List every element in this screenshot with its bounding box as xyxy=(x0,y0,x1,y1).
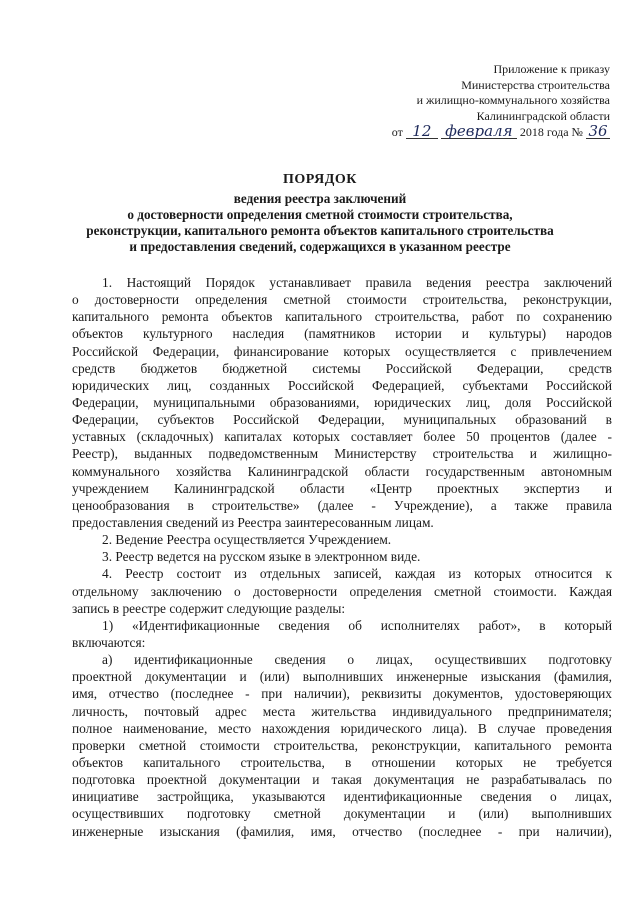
title-line-1: ведения реестра заключений xyxy=(233,191,407,206)
body-line: отдельному заключению о достоверности определения сметной стоимости. Каждая xyxy=(72,583,612,599)
date-prefix: от xyxy=(391,125,403,139)
body-line: капитального ремонта объектов капитального строительства, работ по сохранению xyxy=(72,309,612,325)
order-appendix-header xyxy=(370,62,610,141)
document-title xyxy=(60,172,580,255)
body-line: ценообразования в строительстве» (далее - Учреждение), а также правила xyxy=(72,497,612,513)
date-year-text: 2018 года № xyxy=(519,125,583,139)
body-line: Федерации, муниципальными образованиями, юридических лиц, доля Российской xyxy=(72,394,612,410)
body-line: 3. Реестр ведется на русском языке в электронном виде. xyxy=(102,549,421,565)
body-line: инициативе застройщика, указываются идентификационные сведения о лицах, xyxy=(72,789,612,805)
header-line-1: Приложение к приказу xyxy=(493,62,610,76)
body-line: 1. Настоящий Порядок устанавливает правила ведения реестра заключений xyxy=(102,275,612,290)
body-line: объектов капитального строительства, в отношении которых не требуется xyxy=(72,754,612,770)
body-line: полное наименование, место нахождения юридического лица). В случае проведения xyxy=(72,720,612,736)
order-date-line xyxy=(370,124,610,141)
handwritten-month: февраля xyxy=(441,124,517,139)
body-line: осуществивших подготовку сметной документации и (или) выполнивших xyxy=(72,806,612,822)
body-line: запись в реестре содержит следующие разделы: xyxy=(72,600,346,616)
body-line: Российской Федерации, финансирование которых осуществляется с привлечением xyxy=(72,343,612,359)
body-line: уставных (складочных) капиталах которых составляет более 50 процентов (далее - xyxy=(72,429,612,445)
title-line-3: реконструкции, капитального ремонта объектов капитального строительства xyxy=(86,223,554,238)
header-line-4: Калининградской области xyxy=(476,108,610,123)
title-line-4: и предоставления сведений, содержащихся в указанном реестре xyxy=(129,239,511,254)
body-line: а) идентификационные сведения о лицах, осуществивших подготовку xyxy=(102,652,612,668)
document-body xyxy=(72,274,612,840)
body-line: юридических лиц, созданных Российской Федерацией, субъектами Российской xyxy=(72,377,612,393)
body-line: предоставления сведений из Реестра заинтересованным лицам. xyxy=(72,514,434,530)
handwritten-day: 12 xyxy=(406,124,438,139)
body-line: Федерации, субъектов Российской Федерации, муниципальных образований в xyxy=(72,412,612,428)
body-line: инженерные изыскания (фамилия, имя, отчество (последнее - при наличии), xyxy=(72,823,612,839)
body-line: о достоверности определения сметной стоимости строительства, реконструкции, xyxy=(72,292,612,308)
header-line-3: и жилищно-коммунального хозяйства xyxy=(416,93,610,107)
body-line: подготовка проектной документации и такая документация не разрабатывалась по xyxy=(72,772,612,788)
body-line: проектной документации и (или) выполнивших инженерные изыскания (фамилия, xyxy=(72,669,612,685)
title-line-2: о достоверности определения сметной стоимости строительства, xyxy=(127,207,513,222)
body-line: включаются: xyxy=(72,634,146,650)
body-line: имя, отчество (последнее - при наличии), реквизиты документов, удостоверяющих xyxy=(72,686,612,702)
body-line: Реестр), выданных подведомственным Министерству строительства и жилищно- xyxy=(72,446,612,462)
body-line: коммунального хозяйства Калининградской области государственным автономным xyxy=(72,463,612,479)
body-line: средств бюджетов бюджетной системы Российской Федерации, средств xyxy=(72,360,612,376)
body-line: 4. Реестр состоит из отдельных записей, каждая из которых относится к xyxy=(102,566,612,582)
title-main: ПОРЯДОК xyxy=(283,172,357,187)
handwritten-order-number: 36 xyxy=(586,124,610,139)
body-line: проверки сметной стоимости строительства, реконструкции, капитального ремонта xyxy=(72,737,612,753)
body-line: объектов культурного наследия (памятников истории и культуры) народов xyxy=(72,326,612,342)
header-line-2: Министерства строительства xyxy=(461,77,610,92)
body-line: учреждением Калининградской области «Центр проектных экспертиз и xyxy=(72,480,612,496)
body-line: личность, почтовый адрес места жительства индивидуального предпринимателя; xyxy=(72,703,612,719)
body-line: 1) «Идентификационные сведения об исполнителях работ», в который xyxy=(102,617,612,633)
body-line: 2. Ведение Реестра осуществляется Учреждением. xyxy=(102,532,392,548)
